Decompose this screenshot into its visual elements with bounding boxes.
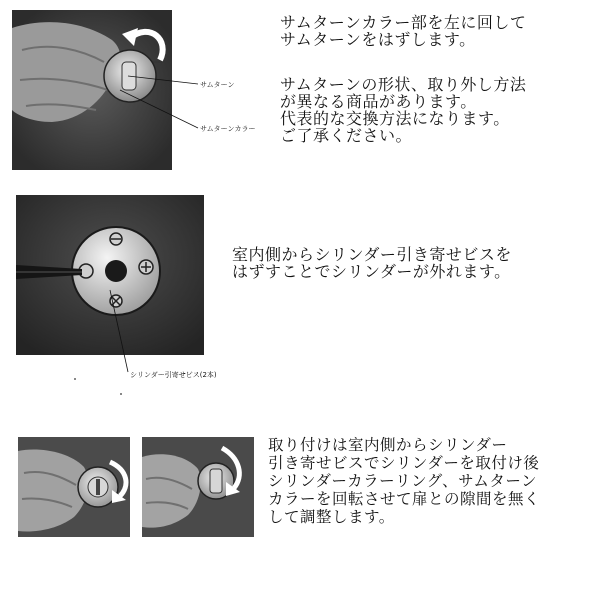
text-line: ご了承ください。 (280, 126, 413, 145)
instruction-step-1 (280, 14, 526, 48)
label-thumbturn: サムターン (200, 81, 235, 89)
photo-cylinder-screws (16, 195, 204, 355)
label-cylinder-screws: シリンダー引寄せビス(2本) (130, 371, 217, 379)
text-line: 代表的な交換方法になります。 (280, 109, 510, 128)
text-line: 取り付けは室内側からシリンダー (268, 436, 508, 454)
text-line: 引き寄せビスでシリンダーを取付け後 (268, 454, 540, 472)
speck (120, 393, 122, 395)
label-thumbturn-collar: サムターンカラー (200, 125, 256, 133)
instruction-step-2 (232, 246, 512, 280)
instruction-step-3 (268, 436, 540, 526)
text-line: して調整します。 (268, 508, 395, 526)
text-line: サムターンをはずします。 (280, 30, 476, 49)
text-line: 室内側からシリンダー引き寄せビスを (232, 245, 512, 264)
text-line: サムターンの形状、取り外し方法 (280, 75, 527, 94)
speck (74, 378, 76, 380)
photo-thumbturn-removal (12, 10, 172, 170)
text-line: サムターンカラー部を左に回して (280, 13, 527, 32)
photo-cylinder-collar-rotation (18, 437, 130, 537)
text-line: が異なる商品があります。 (280, 92, 477, 111)
text-line: カラーを回転させて扉との隙間を無く (268, 490, 541, 508)
photo-thumbturn-collar-rotation (142, 437, 254, 537)
note-thumbturn-variation (280, 76, 526, 144)
text-line: はずすことでシリンダーが外れます。 (232, 262, 511, 281)
text-line: シリンダーカラーリング、サムターン (268, 472, 538, 490)
